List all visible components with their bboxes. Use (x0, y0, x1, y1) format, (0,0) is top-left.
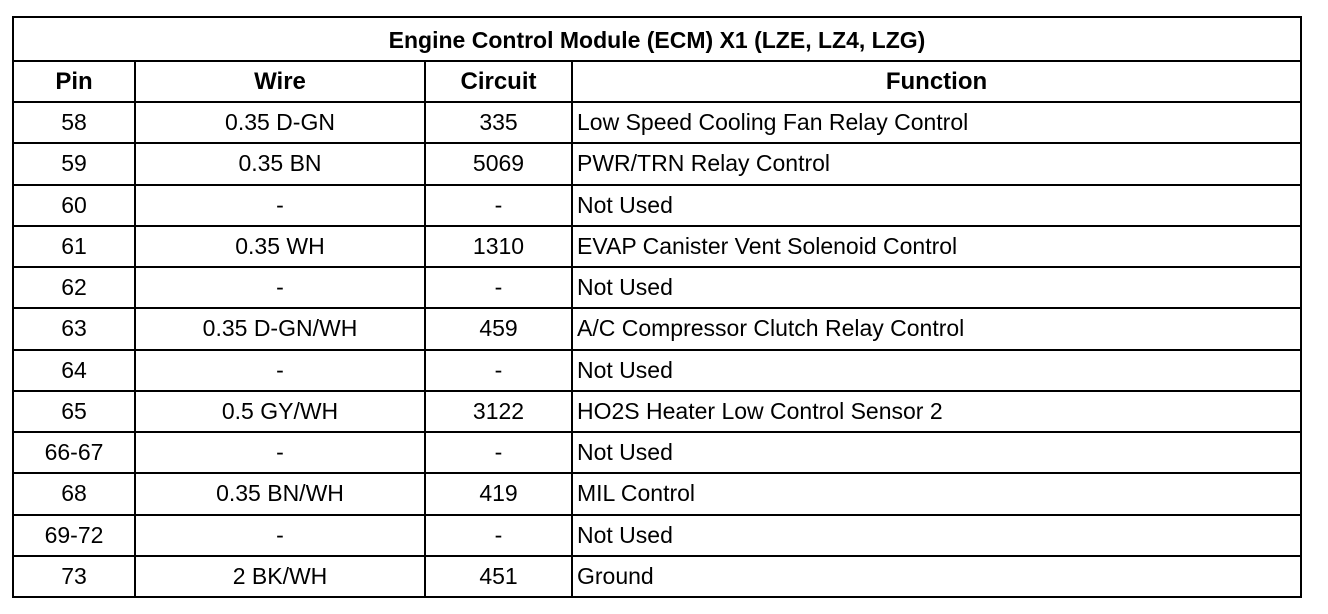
function-cell: HO2S Heater Low Control Sensor 2 (572, 391, 1300, 432)
wire-cell: 2 BK/WH (135, 556, 425, 596)
pin-cell: 64 (14, 350, 135, 391)
pin-cell: 69-72 (14, 515, 135, 556)
wire-cell: 0.35 D-GN/WH (135, 308, 425, 349)
wire-cell: 0.35 D-GN (135, 102, 425, 143)
table-row (14, 185, 1300, 226)
function-cell: MIL Control (572, 473, 1300, 514)
wire-cell: 0.5 GY/WH (135, 391, 425, 432)
wire-cell: 0.35 WH (135, 226, 425, 267)
table-row (14, 432, 1300, 473)
circuit-cell: 335 (425, 102, 572, 143)
header-function: Function (572, 61, 1300, 102)
pin-cell: 58 (14, 102, 135, 143)
table-row (14, 350, 1300, 391)
wire-cell: 0.35 BN (135, 143, 425, 184)
table-row (14, 267, 1300, 308)
table-row (14, 391, 1300, 432)
table-row (14, 556, 1300, 596)
wire-cell: 0.35 BN/WH (135, 473, 425, 514)
function-cell: Not Used (572, 350, 1300, 391)
function-cell: Not Used (572, 267, 1300, 308)
table-row (14, 143, 1300, 184)
ecm-connector-table (14, 18, 1300, 596)
circuit-cell: - (425, 432, 572, 473)
pinout-table-frame (12, 16, 1302, 598)
pin-cell: 59 (14, 143, 135, 184)
wire-cell: - (135, 515, 425, 556)
table-row (14, 226, 1300, 267)
table-row (14, 308, 1300, 349)
function-cell: A/C Compressor Clutch Relay Control (572, 308, 1300, 349)
function-cell: Not Used (572, 432, 1300, 473)
function-cell: Ground (572, 556, 1300, 596)
header-circuit: Circuit (425, 61, 572, 102)
function-cell: Not Used (572, 515, 1300, 556)
wire-cell: - (135, 432, 425, 473)
wire-cell: - (135, 185, 425, 226)
circuit-cell: 419 (425, 473, 572, 514)
wire-cell: - (135, 267, 425, 308)
pin-cell: 66-67 (14, 432, 135, 473)
pin-cell: 62 (14, 267, 135, 308)
circuit-cell: - (425, 350, 572, 391)
circuit-cell: 5069 (425, 143, 572, 184)
function-cell: Low Speed Cooling Fan Relay Control (572, 102, 1300, 143)
pin-cell: 68 (14, 473, 135, 514)
pin-cell: 63 (14, 308, 135, 349)
header-row (14, 61, 1300, 102)
circuit-cell: - (425, 185, 572, 226)
header-pin: Pin (14, 61, 135, 102)
circuit-cell: 451 (425, 556, 572, 596)
pin-cell: 73 (14, 556, 135, 596)
circuit-cell: 3122 (425, 391, 572, 432)
pin-cell: 61 (14, 226, 135, 267)
table-row (14, 473, 1300, 514)
circuit-cell: 459 (425, 308, 572, 349)
circuit-cell: - (425, 267, 572, 308)
table-row (14, 515, 1300, 556)
header-wire: Wire (135, 61, 425, 102)
function-cell: Not Used (572, 185, 1300, 226)
pin-cell: 60 (14, 185, 135, 226)
circuit-cell: - (425, 515, 572, 556)
function-cell: PWR/TRN Relay Control (572, 143, 1300, 184)
function-cell: EVAP Canister Vent Solenoid Control (572, 226, 1300, 267)
pin-cell: 65 (14, 391, 135, 432)
table-title: Engine Control Module (ECM) X1 (LZE, LZ4, LZG) (14, 18, 1300, 61)
wire-cell: - (135, 350, 425, 391)
table-row (14, 102, 1300, 143)
circuit-cell: 1310 (425, 226, 572, 267)
